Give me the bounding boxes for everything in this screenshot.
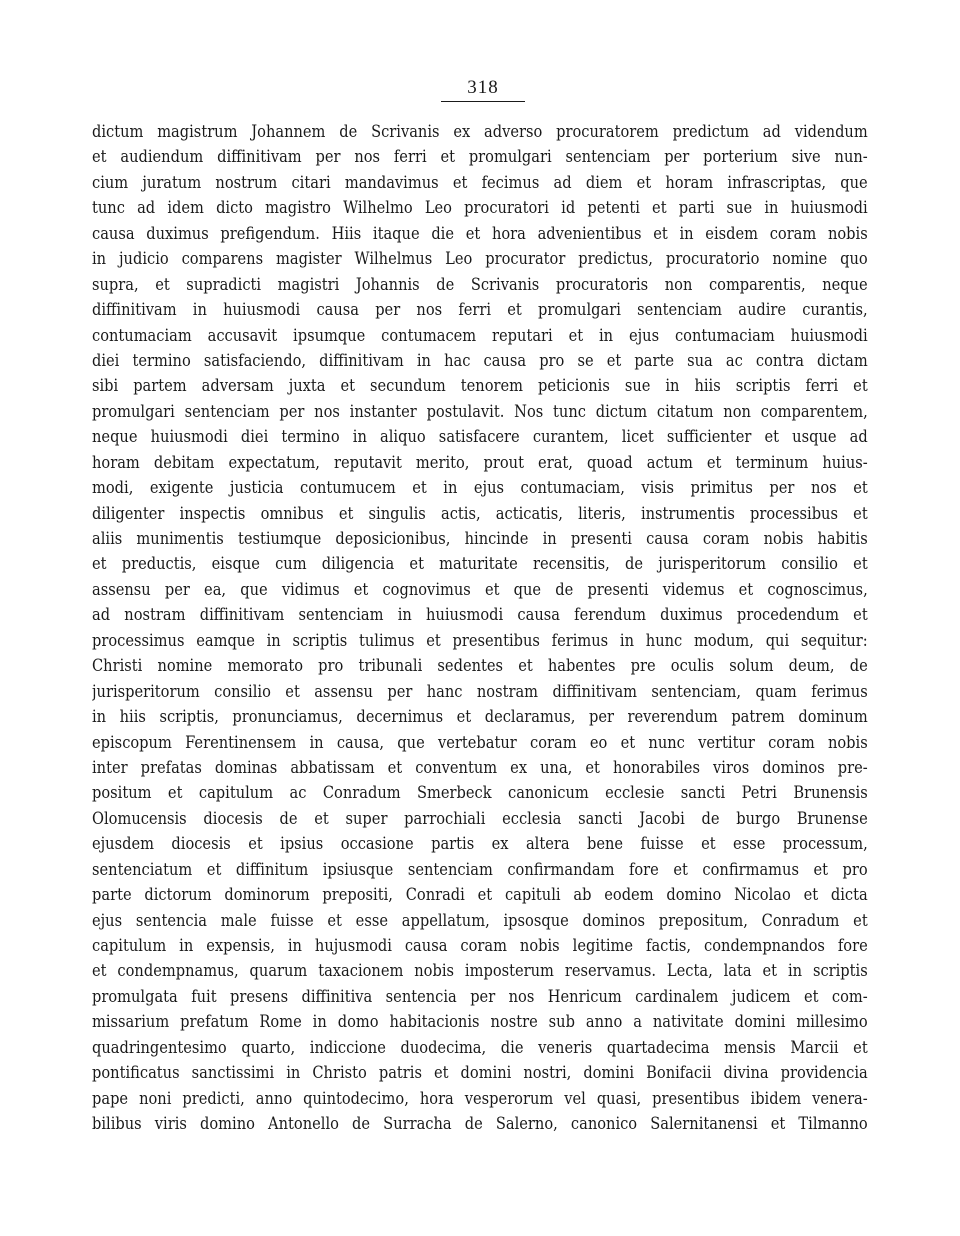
text-line: bilibus viris domino Antonello de Surracha de Salerno, canonico Salernitanensi et Tilmanno	[92, 1114, 868, 1135]
text-line: et preductis, eisque cum diligencia et maturitate recensitis, de jurisperitorum consilio et	[92, 554, 868, 575]
text-line: processimus eamque in scriptis tulimus et presentibus ferimus in hunc modum, qui sequitur:	[92, 630, 868, 651]
text-line: diffinitivam in huiusmodi causa per nos ferri et promulgari sentenciam audire curantis,	[92, 300, 868, 321]
text-line: tunc ad idem dicto magistro Wilhelmo Leo procuratori id petenti et parti sue in huiusmodi	[92, 198, 868, 219]
text-line: parte dictorum dominorum prepositi, Conradi et capituli ab eodem domino Nicolao et dicta	[92, 885, 868, 906]
text-line: promulgari sentenciam per nos instanter postulavit. Nos tunc dictum citatum non comparentem,	[92, 401, 868, 422]
text-line: dictum magistrum Johannem de Scrivanis ex adverso procuratorem predictum ad videndum	[92, 122, 868, 142]
text-line: horam debitam expectatum, reputavit merito, prout erat, quoad actum et terminum huius-	[92, 452, 868, 473]
text-line: in judicio comparens magister Wilhelmus Leo procurator predictus, procuratorio nomine quo	[92, 249, 868, 270]
text-line: diligenter inspectis omnibus et singulis actis, acticatis, literis, instrumentis processibus et	[92, 503, 868, 524]
text-line: pape noni predicti, anno quintodecimo, hora vesperorum vel quasi, presentibus ibidem venera-	[92, 1088, 868, 1109]
text-line: missarium prefatum Rome in domo habitacionis nostre sub anno a nativitate domini millesimo	[92, 1012, 868, 1033]
page-number: 318	[467, 77, 499, 98]
text-line: inter prefatas dominas abbatissam et conventum ex una, et honorabiles viros dominos pre-	[92, 757, 868, 778]
text-line: promulgata fuit presens diffinitiva sentencia per nos Henricum cardinalem judicem et com-	[92, 986, 868, 1007]
text-line: sentenciatum et diffinitum ipsiusque sentenciam confirmandam fore et confirmamus et pro	[92, 859, 868, 880]
text-line: aliis munimentis testiumque deposicionibus, hincinde in presenti causa coram nobis habitis	[92, 529, 868, 549]
text-line: Christi nomine memorato pro tribunali sedentes et habentes pre oculis solum deum, de	[92, 656, 868, 677]
text-line: contumaciam accusavit ipsumque contumacem reputari et in ejus contumaciam huiusmodi	[92, 325, 868, 346]
page-number-rule	[441, 101, 525, 102]
text-line: ad nostram diffinitivam sentenciam in huiusmodi causa ferendum duximus procedendum et	[92, 605, 868, 626]
text-line: cium juratum nostrum citari mandavimus et fecimus ad diem et horam infrascriptas, que	[92, 172, 868, 193]
body-text	[92, 120, 868, 1138]
text-line: neque huiusmodi diei termino in aliquo satisfacere curantem, licet sufficienter et usque ad	[92, 427, 868, 448]
text-line: in hiis scriptis, pronunciamus, decernimus et declaramus, per reverendum patrem dominum	[92, 707, 868, 728]
text-line: capitulum in expensis, in hujusmodi causa coram nobis legitime factis, condempnandos fore	[92, 936, 868, 956]
text-line: et condempnamus, quarum taxacionem nobis imposterum reservamus. Lecta, lata et in scriptis	[92, 961, 868, 982]
text-line: diei termino satisfaciendo, diffinitivam in hac causa pro se et parte sua ac contra dictam	[92, 350, 868, 371]
text-line: supra, et supradicti magistri Johannis de Scrivanis procuratoris non comparentis, neque	[92, 274, 868, 295]
text-line: assensu per ea, que vidimus et cognovimus et que de presenti videmus et cognoscimus,	[92, 579, 868, 600]
text-line: et audiendum diffinitivam per nos ferri et promulgari sentenciam per porterium sive nun-	[92, 147, 868, 168]
text-line: episcopum Ferentinensem in causa, que vertebatur coram eo et nunc vertitur coram nobis	[92, 732, 868, 753]
text-line: causa duximus prefigendum. Hiis itaque die et hora advenientibus et in eisdem coram nobis	[92, 223, 868, 244]
text-line: ejusdem diocesis et ipsius occasione partis ex altera bene fuisse et esse processum,	[92, 834, 868, 855]
text-line: sibi partem adversam juxta et secundum tenorem peticionis sue in hiis scriptis ferri et	[92, 376, 868, 397]
text-line: jurisperitorum consilio et assensu per hanc nostram diffinitivam sentenciam, quam ferimus	[92, 681, 868, 702]
text-line: quadringentesimo quarto, indiccione duodecima, die veneris quartadecima mensis Marcii et	[92, 1037, 868, 1058]
text-line: positum et capitulum ac Conradum Smerbeck canonicum ecclesie sancti Petri Brunensis	[92, 783, 868, 804]
text-line: ejus sentencia male fuisse et esse appellatum, ipsosque dominos prepositum, Conradum et	[92, 910, 868, 931]
text-line: pontificatus sanctissimi in Christo patris et domini nostri, domini Bonifacii divina providencia	[92, 1063, 868, 1084]
text-line: modi, exigente justicia contumucem et in ejus contumaciam, visis primitus per nos et	[92, 478, 868, 499]
text-line: Olomucensis diocesis de et super parrochiali ecclesia sancti Jacobi de burgo Brunense	[92, 808, 868, 829]
